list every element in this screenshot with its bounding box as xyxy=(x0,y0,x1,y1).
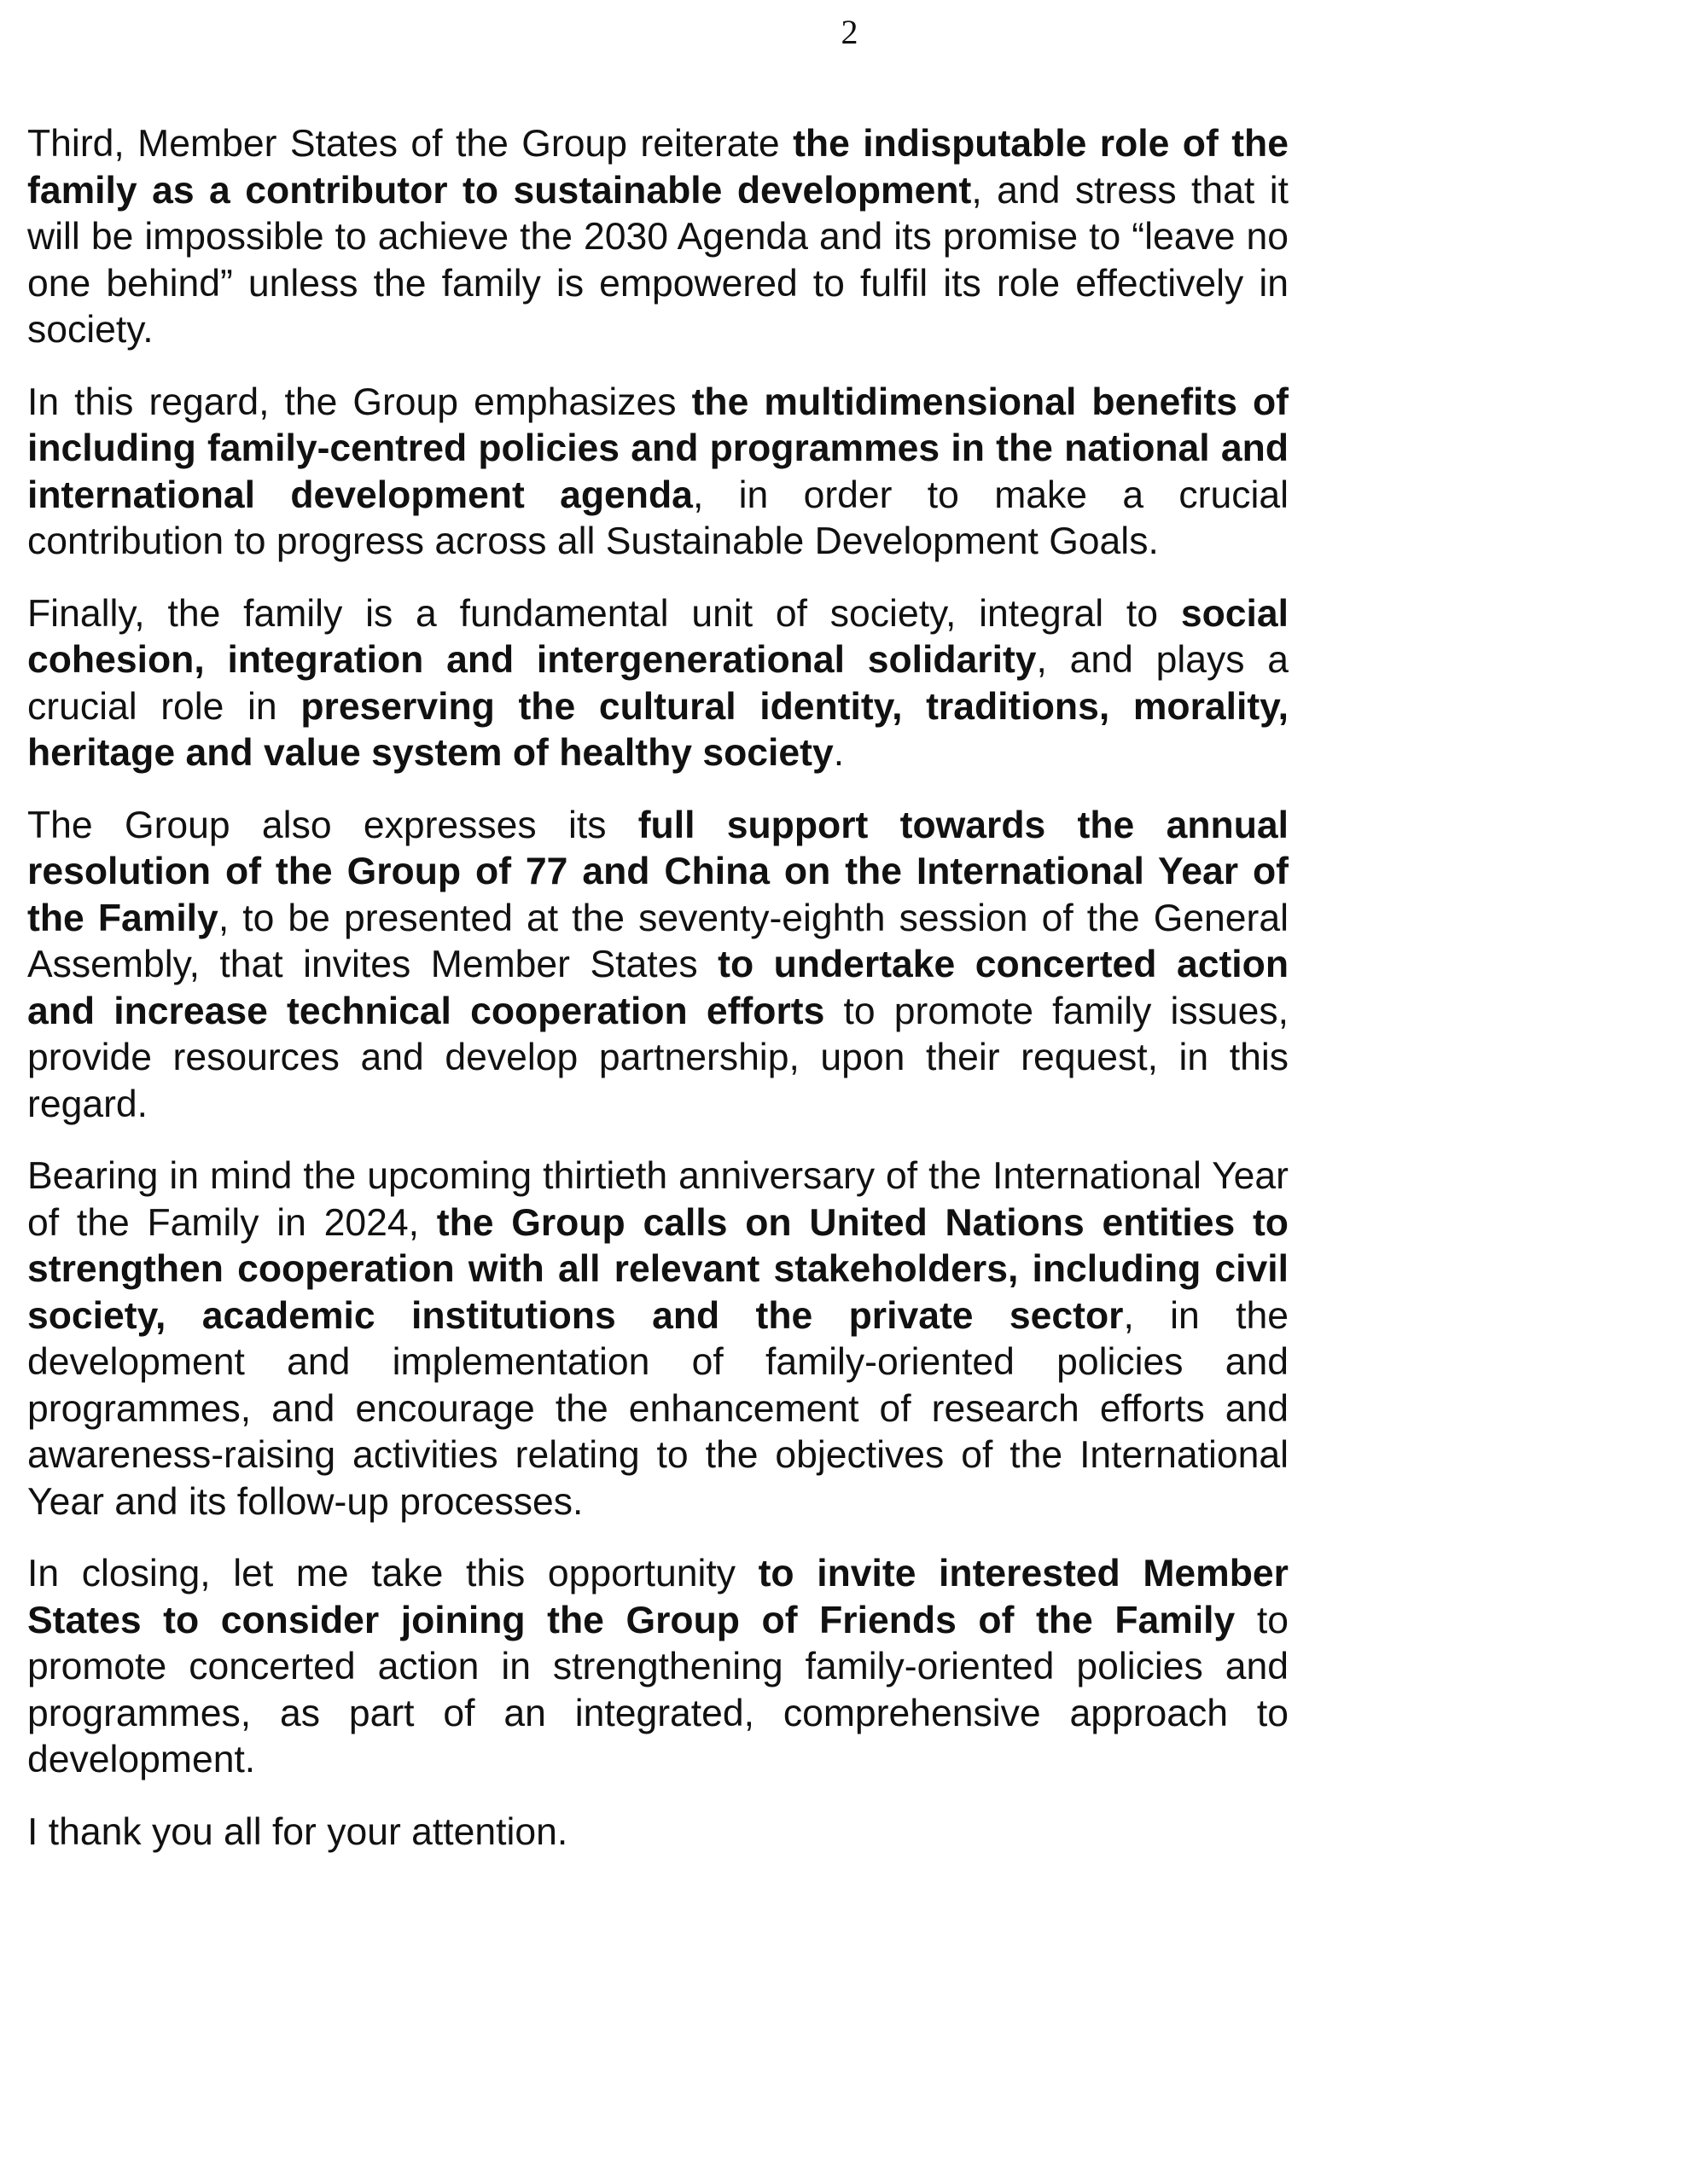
bold-text-run: preserving the cultural identity, traditions, morality, heritage and value system of healthy society xyxy=(27,685,1289,774)
text-run: , in order to make a crucial contribution to progress across all Sustainable Development Goals. xyxy=(27,473,1289,562)
bold-text-run: the Group calls on United Nations entities to strengthen cooperation with all relevant stakeholders, including civil society, academic institutions and the private sector xyxy=(27,1201,1289,1337)
text-run: I thank you all for your attention. xyxy=(27,1810,568,1853)
text-run: In closing, let me take this opportunity xyxy=(27,1553,759,1594)
paragraph-third-member-states xyxy=(27,121,1289,354)
bold-text-run: the multidimensional benefits of including family-centred policies and programmes in the national and international development agenda xyxy=(27,380,1289,516)
text-run: to promote concerted action in strengthening family-oriented policies and programmes, as part of an integrated, comprehensive approach to development. xyxy=(27,1599,1289,1780)
bold-text-run: social cohesion, integration and intergenerational solidarity xyxy=(27,592,1289,681)
text-run: Bearing in mind the upcoming thirtieth anniversary of the International Year of the Family in 2024, xyxy=(27,1155,1289,1244)
page-number: 2 xyxy=(841,13,858,51)
text-run: In this regard, the Group emphasizes xyxy=(27,380,692,423)
paragraph-finally xyxy=(27,591,1289,777)
bold-text-run: full support towards the annual resolution of the Group of 77 and China on the International Year of the Family xyxy=(27,804,1289,939)
paragraph-bearing-in-mind xyxy=(27,1153,1289,1525)
body-text xyxy=(27,121,1289,1881)
text-run: Third, Member States of the Group reiterate xyxy=(27,123,794,165)
text-run: , and plays a crucial role in xyxy=(27,639,1289,728)
bold-text-run: to invite interested Member States to consider joining the Group of Friends of the Family xyxy=(27,1553,1289,1641)
paragraph-in-this-regard xyxy=(27,380,1289,566)
paragraph-group-also-expresses xyxy=(27,803,1289,1129)
text-run: . xyxy=(833,732,845,774)
bold-text-run: to undertake concerted action and increase technical cooperation efforts xyxy=(27,944,1289,1032)
bold-text-run: the indisputable role of the family as a contributor to sustainable development xyxy=(27,123,1289,212)
text-run: , to be presented at the seventy-eighth session of the General Assembly, that invites Member States xyxy=(27,897,1289,985)
text-run: to promote family issues, provide resources and develop partnership, upon their request, in this regard. xyxy=(27,990,1289,1125)
text-run: , and stress that it will be impossible to achieve the 2030 Agenda and its promise to “leave no one behind” unless the family is empowered to fulfil its role effectively in society. xyxy=(27,169,1289,351)
text-run: , in the development and implementation of family-oriented policies and programmes, and encourage the enhancement of research efforts and awareness-raising activities relating to the objectives of the International Year and its follow-up processes. xyxy=(27,1294,1289,1523)
text-run: The Group also expresses its xyxy=(27,804,638,846)
paragraph-thank-you xyxy=(27,1809,1289,1856)
paragraph-in-closing xyxy=(27,1551,1289,1784)
text-run: Finally, the family is a fundamental unit of society, integral to xyxy=(27,592,1181,635)
